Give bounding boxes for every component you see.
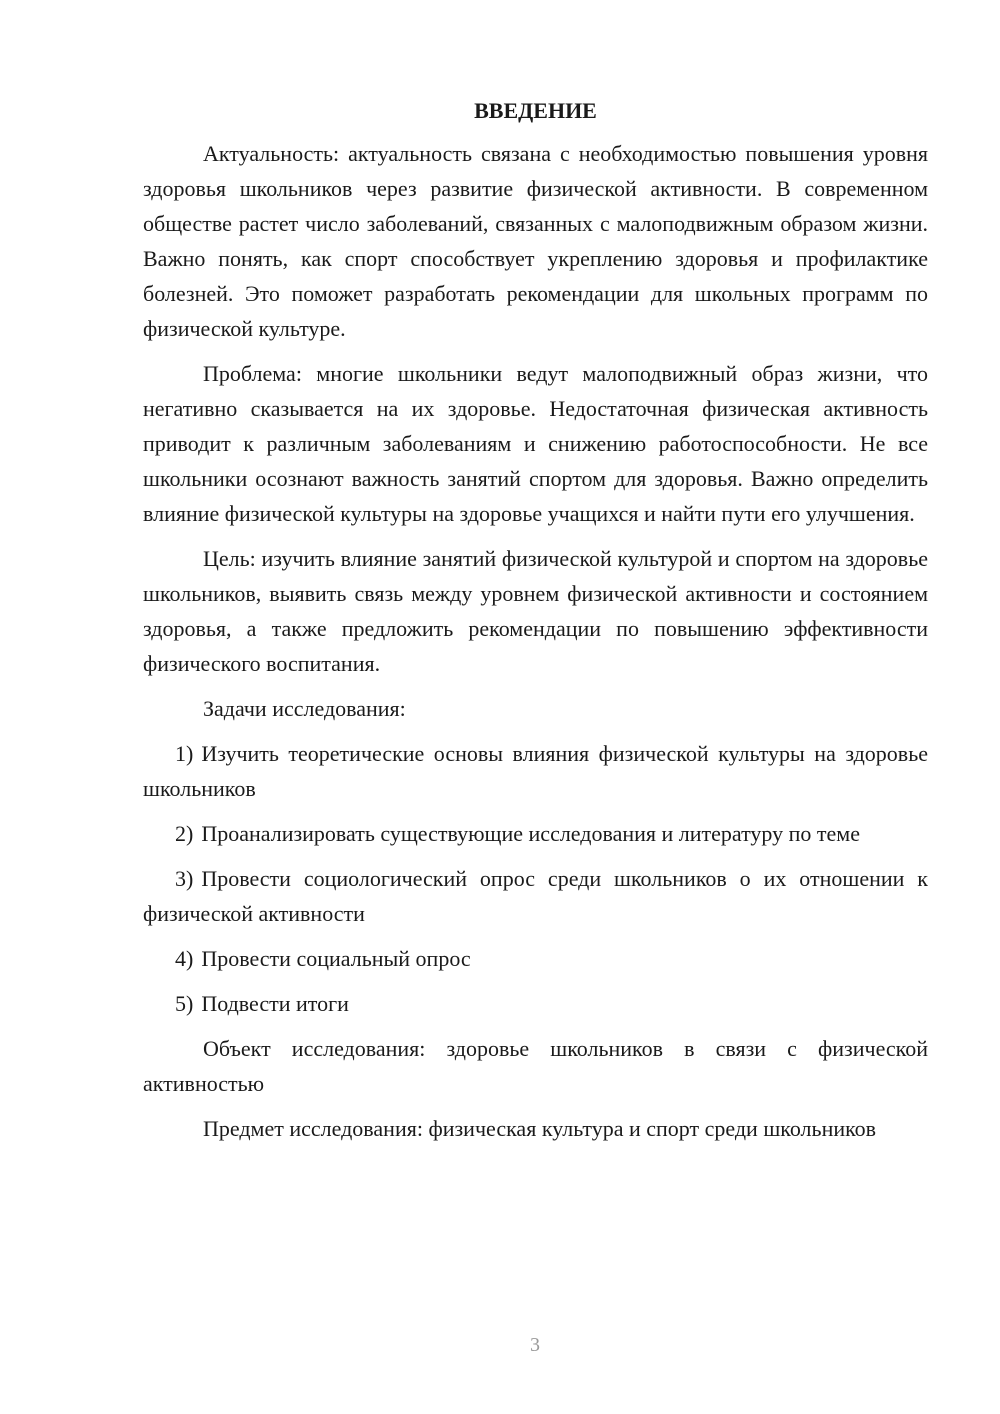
task-item-1 [143,736,928,806]
task-item-4 [143,941,928,976]
task-text: Изучить теоретические основы влияния физической культуры на здоровье школьников [143,741,928,801]
task-text: Подвести итоги [201,991,349,1016]
document-body [143,96,928,1156]
task-number: 1) [175,741,194,766]
task-number: 4) [175,946,194,971]
task-item-3 [143,861,928,931]
task-number: 3) [175,866,194,891]
object-paragraph: Объект исследования: здоровье школьников в связи с физической активностью [143,1036,928,1096]
subject-paragraph: Предмет исследования: физическая культура и спорт среди школьников [203,1116,877,1141]
relevance-paragraph: Актуальность: актуальность связана с необходимостью повышения уровня здоровья школьников через развитие физической активности. В современном обществе растет число заболеваний, связанных с малоподвижным образом жизни. Важно понять, как спорт способствует укреплению здоровья и профилактике болезней. Это поможет разработать рекомендации для школьных программ по физической культуре. [143,141,928,341]
page-title: ВВЕДЕНИЕ [474,98,597,123]
task-text: Провести социальный опрос [201,946,471,971]
task-text: Провести социологический опрос среди школьников о их отношении к физической активности [143,866,928,926]
tasks-heading: Задачи исследования: [203,696,406,721]
task-number: 2) [175,821,194,846]
task-item-2 [143,816,928,851]
goal-paragraph: Цель: изучить влияние занятий физической культурой и спортом на здоровье школьников, выявить связь между уровнем физической активности и состоянием здоровья, а также предложить рекомендации по повышению эффективности физического воспитания. [143,546,928,676]
task-number: 5) [175,991,194,1016]
task-text: Проанализировать существующие исследования и литературу по теме [201,821,860,846]
task-item-5 [143,986,928,1021]
page-number: 3 [530,1334,540,1356]
problem-paragraph: Проблема: многие школьники ведут малоподвижный образ жизни, что негативно сказывается на их здоровье. Недостаточная физическая активность приводит к различным заболеваниям и снижению работоспособности. Не все школьники осознают важность занятий спортом для здоровья. Важно определить влияние физической культуры на здоровье учащихся и найти пути его улучшения. [143,361,928,526]
